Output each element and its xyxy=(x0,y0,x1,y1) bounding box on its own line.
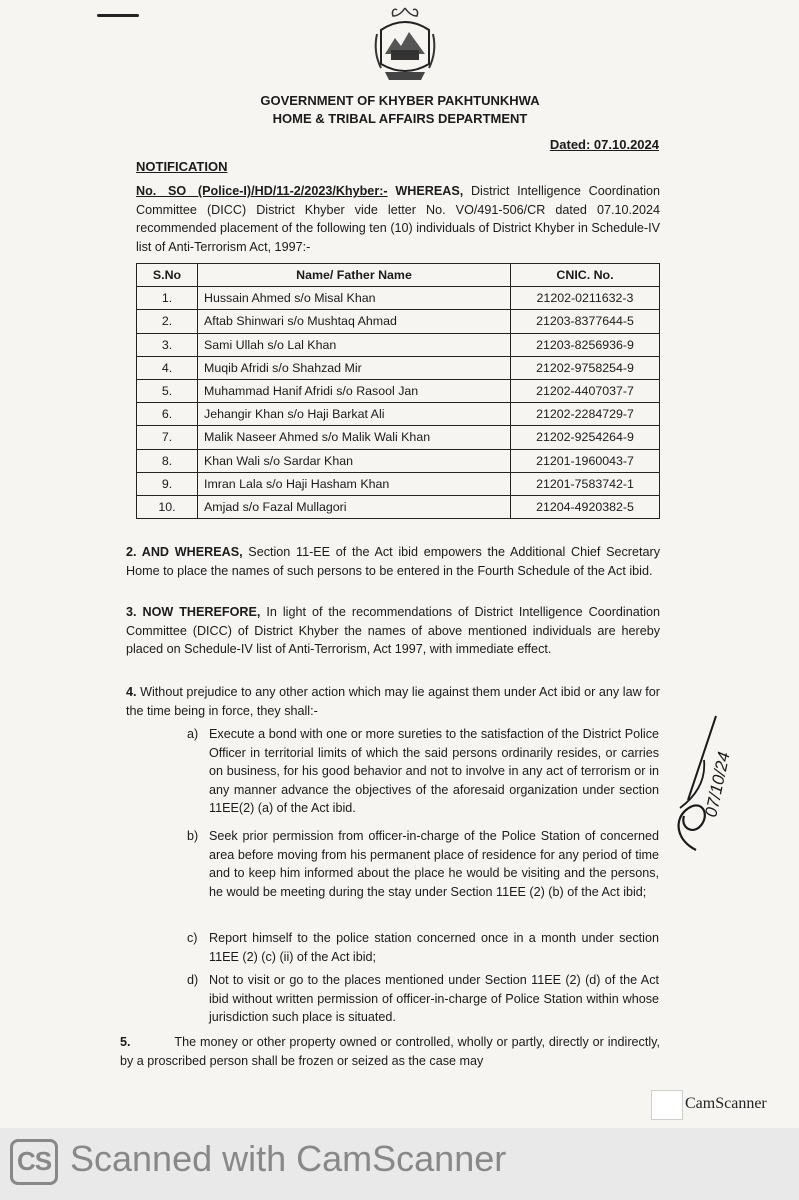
paragraph-3-lead: 3. NOW THEREFORE, xyxy=(126,605,261,619)
header-sno: S.No xyxy=(137,264,198,287)
paragraph-1-text: District Intelligence Coordination Committee (DICC) District Khyber vide letter No. VO/491-506/CR dated 07.10.2024 recommended placement of the following ten (10) individuals of District Khyber in Schedule-IV list of Anti-Terrorism Act, 1997:- xyxy=(136,184,661,254)
subitem-label: d) xyxy=(187,973,199,987)
table-row xyxy=(137,472,660,495)
paragraph-1 xyxy=(136,182,660,256)
subitem-text: Seek prior permission from officer-in-charge of the Police Station of concerned area before moving from his permanent place of residence for any period of time and to keep him informed about the place he would be visiting and the persons, he would be meeting during the stay under Section 11EE (2) (b) of the Act ibid; xyxy=(209,829,659,899)
subitem-text: Report himself to the police station concerned once in a month under section 11EE (2) (c) (ii) of the Act ibid; xyxy=(209,931,659,964)
table-row xyxy=(137,426,660,449)
cell-name: Malik Naseer Ahmed s/o Malik Wali Khan xyxy=(198,426,511,449)
table-row xyxy=(137,379,660,402)
government-title: GOVERNMENT OF KHYBER PAKHTUNKHWA xyxy=(260,93,540,108)
paragraph-4-lead: 4. xyxy=(126,685,137,699)
table-row xyxy=(137,333,660,356)
table-header-row xyxy=(137,264,660,287)
subitem-a xyxy=(187,725,659,818)
paragraph-4 xyxy=(126,683,660,720)
whereas-keyword: WHEREAS, xyxy=(395,184,464,198)
table-row xyxy=(137,495,660,518)
cell-cnic: 21202-9758254-9 xyxy=(511,356,660,379)
paragraph-2-lead: 2. AND WHEREAS, xyxy=(126,545,243,559)
pen-mark xyxy=(97,14,139,17)
paragraph-5-lead: 5. xyxy=(120,1035,131,1049)
paragraph-4-text: Without prejudice to any other action which may lie against them under Act ibid or any law for the time being in force, they shall:- xyxy=(126,685,660,718)
cell-name: Muqib Afridi s/o Shahzad Mir xyxy=(198,356,511,379)
paragraph-3-text: In light of the recommendations of District Intelligence Coordination Committee (DICC) of District Khyber the names of above mentioned individuals are hereby placed on Schedule-IV list of Anti-Terrorism, Act 1997, with immediate effect. xyxy=(126,605,661,656)
signature-date: 07/10/24 xyxy=(701,750,734,819)
header-cnic: CNIC. No. xyxy=(511,264,660,287)
department-title: HOME & TRIBAL AFFAIRS DEPARTMENT xyxy=(272,111,528,126)
camscanner-logo-text: CS xyxy=(16,1146,52,1176)
paragraph-2-text: Section 11-EE of the Act ibid empowers the Additional Chief Secretary Home to place the names of such persons to be entered in the Fourth Schedule of the Act ibid. xyxy=(126,545,661,578)
table-row xyxy=(137,449,660,472)
cell-sno: 1. xyxy=(137,287,198,310)
table-row xyxy=(137,356,660,379)
subitem-label: b) xyxy=(187,829,199,843)
cell-sno: 8. xyxy=(137,449,198,472)
cell-cnic: 21203-8377644-5 xyxy=(511,310,660,333)
cell-sno: 9. xyxy=(137,472,198,495)
paragraph-2 xyxy=(126,543,660,580)
table-row xyxy=(137,287,660,310)
cell-name: Amjad s/o Fazal Mullagori xyxy=(198,495,511,518)
table-row xyxy=(137,403,660,426)
paragraph-5 xyxy=(120,1033,660,1070)
cell-name: Muhammad Hanif Afridi s/o Rasool Jan xyxy=(198,379,511,402)
cell-name: Hussain Ahmed s/o Misal Khan xyxy=(198,287,511,310)
cell-name: Imran Lala s/o Haji Hasham Khan xyxy=(198,472,511,495)
cell-cnic: 21201-7583742-1 xyxy=(511,472,660,495)
subitem-text: Execute a bond with one or more sureties to the satisfaction of the District Police Officer in territorial limits of which the said persons ordinarily resides, or carries on business, for his good behavior and not to involve in any act of terrorism or in any manner advance the objectives of the aforesaid organization under section 11EE(2) (a) of the Act ibid. xyxy=(209,727,659,815)
cell-sno: 6. xyxy=(137,403,198,426)
cell-sno: 3. xyxy=(137,333,198,356)
notification-heading: NOTIFICATION xyxy=(136,159,228,174)
cell-cnic: 21202-2284729-7 xyxy=(511,403,660,426)
cell-name: Khan Wali s/o Sardar Khan xyxy=(198,449,511,472)
cell-sno: 5. xyxy=(137,379,198,402)
cell-sno: 2. xyxy=(137,310,198,333)
table-row xyxy=(137,310,660,333)
subitem-text: Not to visit or go to the places mentioned under Section 11EE (2) (d) of the Act ibid without written permission of officer-in-charge of Police Station within whose jurisdiction such place is situated. xyxy=(209,973,659,1024)
cell-sno: 7. xyxy=(137,426,198,449)
subitem-label: a) xyxy=(187,727,199,741)
camscanner-stamp xyxy=(651,1090,791,1120)
header-name: Name/ Father Name xyxy=(198,264,511,287)
cell-name: Sami Ullah s/o Lal Khan xyxy=(198,333,511,356)
cell-sno: 10. xyxy=(137,495,198,518)
camscanner-logo-icon xyxy=(10,1139,58,1185)
subitem-c xyxy=(187,929,659,966)
reference-number: No. SO (Police-I)/HD/11-2/2023/Khyber:- xyxy=(136,184,388,198)
individuals-table xyxy=(136,263,660,519)
cell-cnic: 21202-9254264-9 xyxy=(511,426,660,449)
cell-name: Aftab Shinwari s/o Mushtaq Ahmad xyxy=(198,310,511,333)
qr-code-icon xyxy=(651,1090,683,1120)
government-emblem-icon xyxy=(371,6,439,82)
scanned-with-text: Scanned with CamScanner xyxy=(70,1138,507,1179)
camscanner-small-label: CamScanner xyxy=(685,1095,767,1112)
cell-cnic: 21201-1960043-7 xyxy=(511,449,660,472)
cell-cnic: 21203-8256936-9 xyxy=(511,333,660,356)
cell-cnic: 21202-4407037-7 xyxy=(511,379,660,402)
cell-name: Jehangir Khan s/o Haji Barkat Ali xyxy=(198,403,511,426)
subitem-label: c) xyxy=(187,931,198,945)
cell-sno: 4. xyxy=(137,356,198,379)
paragraph-3 xyxy=(126,603,660,659)
subitem-b xyxy=(187,827,659,901)
paragraph-5-text: The money or other property owned or controlled, wholly or partly, directly or indirectly, by a proscribed person shall be frozen or seized as the case may xyxy=(120,1035,661,1068)
cell-cnic: 21202-0211632-3 xyxy=(511,287,660,310)
dated-line: Dated: 07.10.2024 xyxy=(549,137,659,152)
subitem-d xyxy=(187,971,659,1027)
handwritten-signature xyxy=(666,700,734,860)
cell-cnic: 21204-4920382-5 xyxy=(511,495,660,518)
